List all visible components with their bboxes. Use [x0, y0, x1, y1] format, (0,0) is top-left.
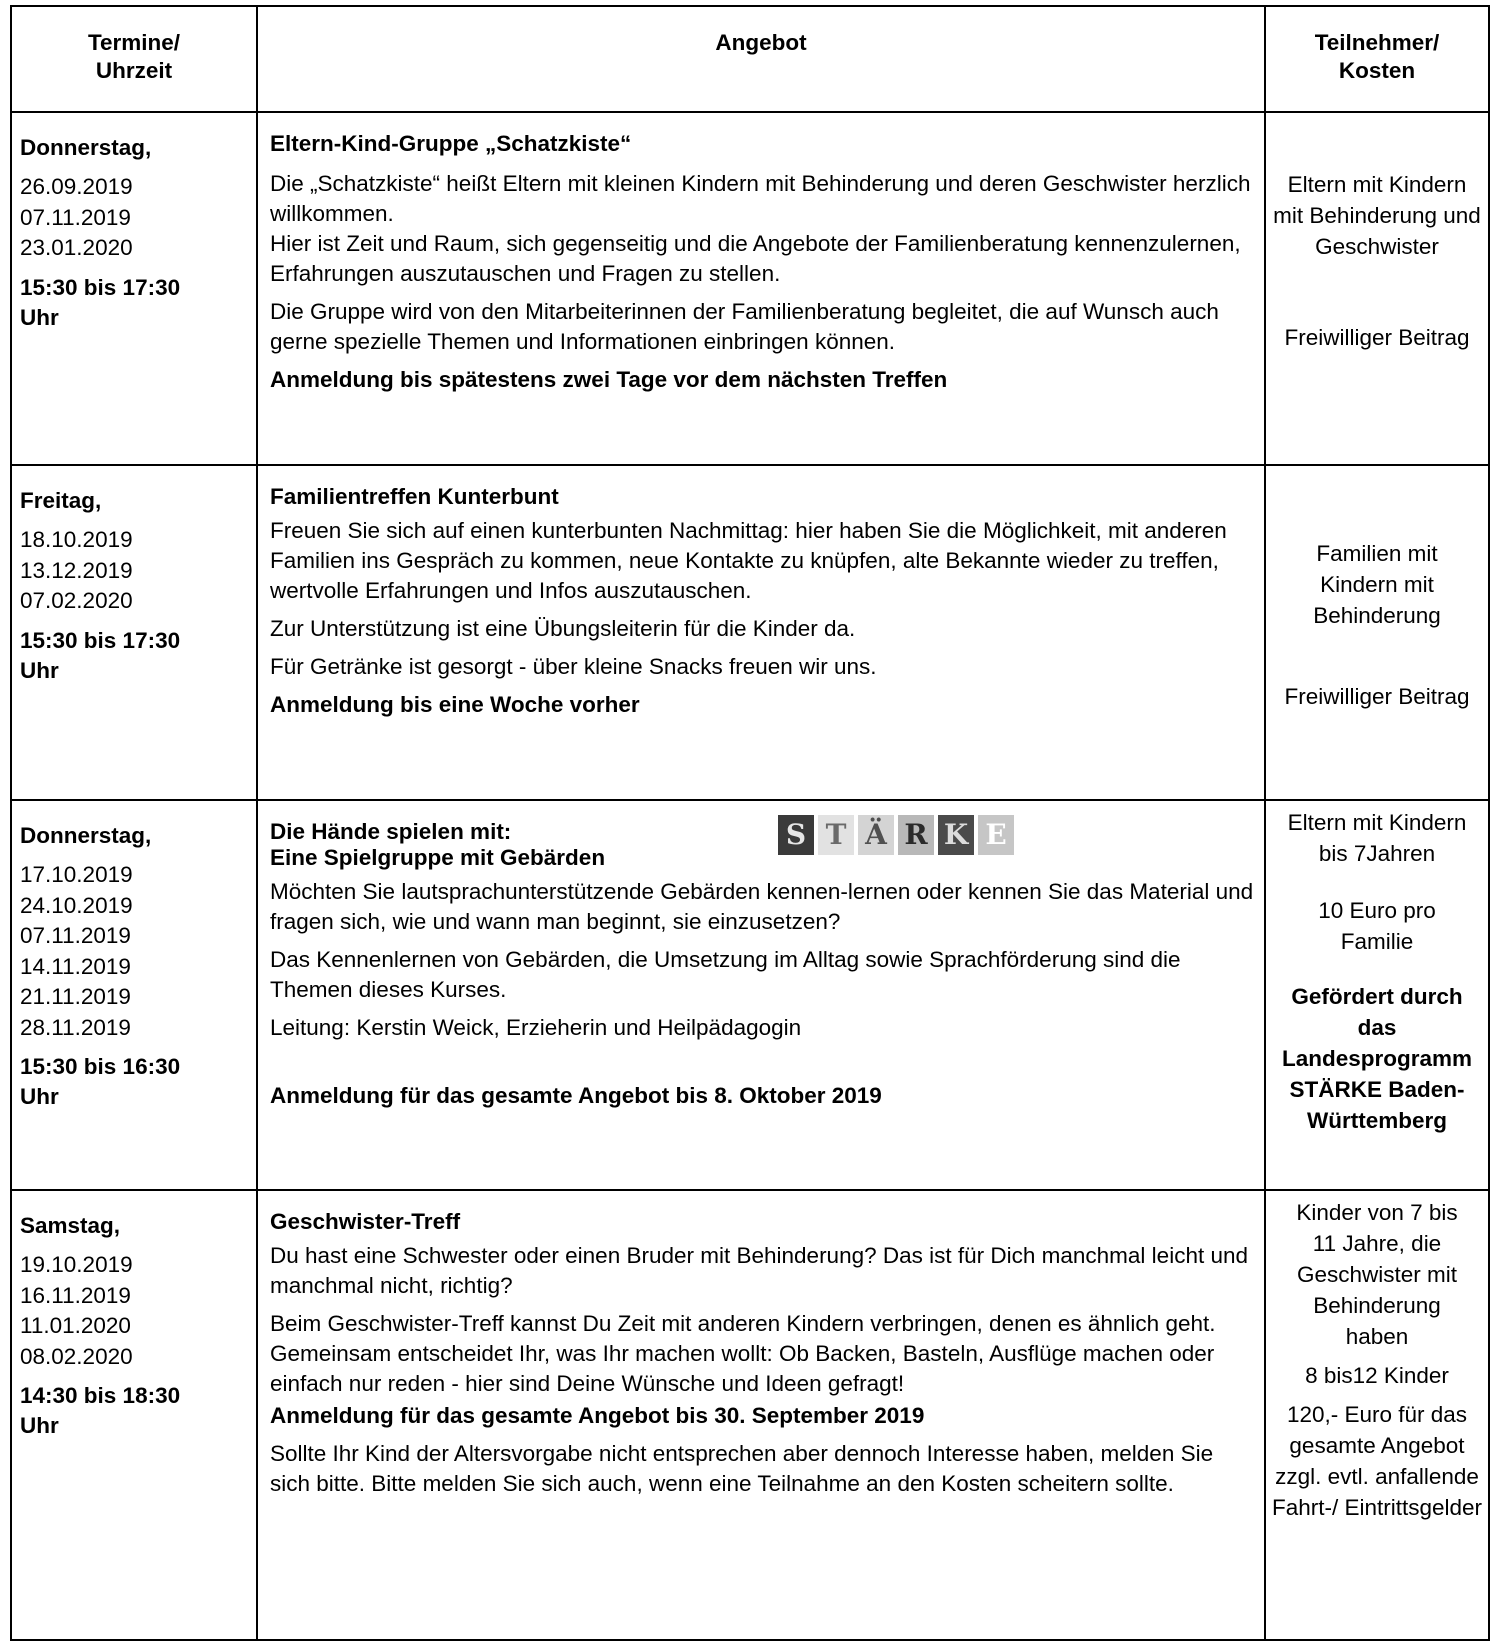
date: 23.01.2020 [20, 235, 133, 260]
logo-letter: Ä [858, 815, 894, 855]
registration-note: Anmeldung bis spätestens zwei Tage vor dem nächsten Treffen [270, 367, 948, 392]
offer-title [270, 819, 1254, 871]
offer-title: Familientreffen Kunterbunt [270, 484, 559, 509]
logo-letter: S [778, 815, 814, 855]
offer-paragraph: Zur Unterstützung ist eine Übungsleiterin für die Kinder da. [270, 616, 856, 641]
dates-cell [11, 800, 257, 1190]
staerke-logo [778, 815, 1014, 855]
participants-cell [1265, 800, 1489, 1190]
header-offer [257, 6, 1265, 112]
header-row [11, 6, 1489, 112]
date: 17.10.2019 [20, 862, 133, 887]
offer-title: Geschwister-Treff [270, 1209, 461, 1234]
header-dates [11, 6, 257, 112]
date: 19.10.2019 [20, 1252, 133, 1277]
date: 28.11.2019 [20, 1014, 131, 1040]
date: 07.11.2019 [20, 204, 131, 230]
participants-text: Eltern mit Kindern bis 7Jahren [1287, 810, 1467, 866]
registration-note: Anmeldung bis eine Woche vorher [270, 692, 640, 717]
time [20, 273, 248, 333]
date: 21.11.2019 [20, 984, 131, 1009]
participants-cell [1265, 1190, 1489, 1640]
participants-cell [1265, 112, 1489, 465]
offer-paragraph: Beim Geschwister-Treff kannst Du Zeit mit anderen Kindern verbringen, denen es ähnlich geht. Gemeinsam entscheidet Ihr, was Ihr machen wollt: Ob Backen, Basteln, Ausflüge machen oder einfach nur reden - hier sind Deine Wünsche und Ideen gefragt! [270, 1311, 1216, 1396]
logo-letter: T [818, 815, 854, 855]
table-row [11, 465, 1489, 800]
schedule-table [10, 5, 1490, 1641]
dates-cell [11, 465, 257, 800]
table-row [11, 112, 1489, 465]
time [20, 626, 248, 686]
offer-paragraph: Möchten Sie lautsprachunterstützende Gebärden kennen-lernen oder kennen Sie das Material und fragen sich, wie und wann man beginnt, sie einzusetzen? [270, 879, 1254, 934]
table-row [11, 800, 1489, 1190]
time-unit: Uhr [20, 304, 59, 330]
registration-note: Anmeldung für das gesamte Angebot bis 30. September 2019 [270, 1403, 925, 1428]
offer-paragraph: Leitung: Kerstin Weick, Erzieherin und Heilpädagogin [270, 1015, 802, 1040]
time-range: 15:30 bis 17:30 [20, 274, 181, 300]
date: 16.11.2019 [20, 1282, 131, 1308]
header-participants-line2: Kosten [1338, 58, 1416, 83]
offer-title-line1: Die Hände spielen mit: [270, 819, 512, 844]
time-unit: Uhr [20, 657, 59, 683]
cost-text: Freiwilliger Beitrag [1284, 325, 1470, 350]
participants-text: Familien mit Kindern mit Behinderung [1313, 541, 1441, 628]
offer-paragraph: Freuen Sie sich auf einen kunterbunten Nachmittag: hier haben Sie die Möglichkeit, mit anderen Familien ins Gespräch zu kommen, neue Kontakte zu knüpfen, alte Bekannte wieder zu treffen, wertvolle Erfahrungen und Infos auszutauschen. [270, 518, 1227, 603]
date: 14.11.2019 [20, 953, 131, 979]
date: 26.09.2019 [20, 174, 133, 199]
offer-title: Eltern-Kind-Gruppe „Schatzkiste“ [270, 131, 632, 156]
offer-paragraph: Die Gruppe wird von den Mitarbeiterinnen der Familienberatung begleitet, die auf Wunsch auch gerne spezielle Themen und Informationen einbringen können. [270, 299, 1219, 354]
date: 11.01.2020 [20, 1313, 131, 1338]
date: 24.10.2019 [20, 892, 133, 918]
offer-paragraph: Die „Schatzkiste“ heißt Eltern mit kleinen Kindern mit Behinderung und deren Geschwister herzlich willkommen. [270, 171, 1251, 226]
weekday: Donnerstag, [20, 823, 152, 848]
offer-paragraph: Das Kennenlernen von Gebärden, die Umsetzung im Alltag sowie Sprachförderung sind die Themen dieses Kurses. [270, 947, 1181, 1002]
date: 18.10.2019 [20, 527, 133, 552]
weekday: Samstag, [20, 1213, 121, 1238]
funding-text: Gefördert durch das Landesprogramm STÄRKE Baden-Württemberg [1281, 984, 1473, 1133]
header-participants-line1: Teilnehmer/ [1314, 30, 1440, 55]
group-size-text: 8 bis12 Kinder [1305, 1363, 1449, 1388]
offer-paragraph: Du hast eine Schwester oder einen Bruder mit Behinderung? Das ist für Dich manchmal leicht und manchmal nicht, richtig? [270, 1243, 1249, 1298]
time [20, 1052, 248, 1112]
table-row [11, 1190, 1489, 1640]
cost-text: 10 Euro pro Familie [1318, 898, 1436, 954]
offer-note: Sollte Ihr Kind der Altersvorgabe nicht entsprechen aber dennoch Interesse haben, melden Sie sich bitte. Bitte melden Sie sich auch, wenn eine Teilnahme an den Kosten scheitern sollte. [270, 1441, 1214, 1496]
header-dates-line1: Termine/ [87, 30, 181, 55]
participants-cell [1265, 465, 1489, 800]
registration-note: Anmeldung für das gesamte Angebot bis 8. Oktober 2019 [270, 1083, 882, 1108]
participants-text: Eltern mit Kindern mit Behinderung und Geschwister [1273, 172, 1481, 259]
cost-text: Freiwilliger Beitrag [1284, 684, 1470, 709]
time-range: 15:30 bis 16:30 [20, 1054, 181, 1079]
time-range: 14:30 bis 18:30 [20, 1383, 181, 1408]
offer-cell [257, 465, 1265, 800]
weekday: Freitag, [20, 488, 102, 513]
cost-text: 120,- Euro für das gesamte Angebot zzgl. evtl. anfallende Fahrt-/ Eintrittsgelder [1271, 1402, 1483, 1520]
logo-letter: E [978, 815, 1014, 855]
date: 07.02.2020 [20, 588, 133, 613]
logo-letter: R [898, 815, 934, 855]
dates-cell [11, 112, 257, 465]
time [20, 1381, 248, 1441]
participants-text: Kinder von 7 bis 11 Jahre, die Geschwister mit Behinderung haben [1296, 1200, 1458, 1349]
date: 07.11.2019 [20, 923, 131, 948]
offer-paragraph: Für Getränke ist gesorgt - über kleine Snacks freuen wir uns. [270, 654, 877, 679]
offer-cell [257, 112, 1265, 465]
header-dates-line2: Uhrzeit [95, 58, 173, 83]
time-unit: Uhr [20, 1413, 59, 1438]
logo-letter: K [938, 815, 974, 855]
offer-title-line2: Eine Spielgruppe mit Gebärden [270, 845, 606, 870]
offer-cell [257, 1190, 1265, 1640]
time-range: 15:30 bis 17:30 [20, 627, 181, 653]
date: 13.12.2019 [20, 557, 133, 583]
offer-paragraph: Hier ist Zeit und Raum, sich gegenseitig und die Angebote der Familienberatung kennenzulernen, Erfahrungen auszutauschen und Fragen zu stellen. [270, 231, 1241, 286]
date: 08.02.2020 [20, 1343, 133, 1369]
time-unit: Uhr [20, 1084, 59, 1109]
header-participants [1265, 6, 1489, 112]
header-offer-label: Angebot [715, 30, 807, 55]
weekday: Donnerstag, [20, 135, 152, 160]
dates-cell [11, 1190, 257, 1640]
offer-cell [257, 800, 1265, 1190]
